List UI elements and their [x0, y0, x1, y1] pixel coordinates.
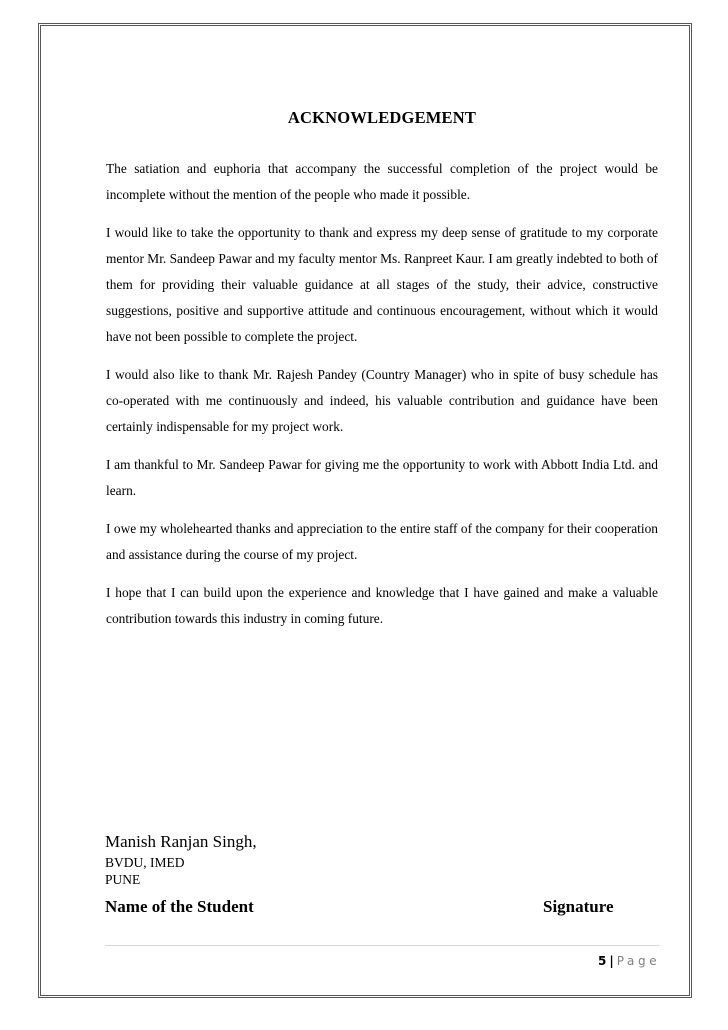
- name-of-student-label: Name of the Student: [105, 897, 254, 916]
- paragraph-2: I would like to take the opportunity to thank and express my deep sense of gratitude to my corporate mentor Mr. Sandeep Pawar and my faculty mentor Ms. Ranpreet Kaur. I am greatly indebted to both of them for providing their valuable guidance at all stages of the study, their advice, constructive suggestions, positive and supportive attitude and continuous encouragement, without which it would have not been possible to complete the project.: [106, 225, 658, 344]
- page-footer: [598, 954, 660, 968]
- page-title: ACKNOWLEDGEMENT: [287, 108, 477, 127]
- footer-separator: |: [609, 954, 614, 968]
- student-institute: BVDU, IMED: [105, 855, 185, 870]
- paragraph-4: I am thankful to Mr. Sandeep Pawar for giving me the opportunity to work with Abbott India Ltd. and learn.: [106, 457, 658, 498]
- paragraph-5: I owe my wholehearted thanks and appreciation to the entire staff of the company for their cooperation and assistance during the course of my project.: [106, 521, 658, 562]
- paragraph-3: I would also like to thank Mr. Rajesh Pandey (Country Manager) who in spite of busy schedule has co-operated with me continuously and indeed, his valuable contribution and guidance have been certainly indispensable for my project work.: [106, 367, 658, 434]
- student-info: [105, 830, 257, 888]
- page-number: 5: [598, 954, 607, 968]
- page-word: Page: [616, 954, 661, 968]
- footer-divider: [105, 945, 659, 946]
- paragraph-1: The satiation and euphoria that accompany the successful completion of the project would be incomplete without the mention of the people who made it possible.: [106, 161, 658, 202]
- student-city: PUNE: [105, 872, 141, 887]
- acknowledgement-body: [106, 156, 658, 644]
- paragraph-6: I hope that I can build upon the experience and knowledge that I have gained and make a valuable contribution towards this industry in coming future.: [106, 585, 658, 626]
- student-name: Manish Ranjan Singh,: [105, 832, 257, 851]
- signature-label: Signature: [543, 897, 614, 916]
